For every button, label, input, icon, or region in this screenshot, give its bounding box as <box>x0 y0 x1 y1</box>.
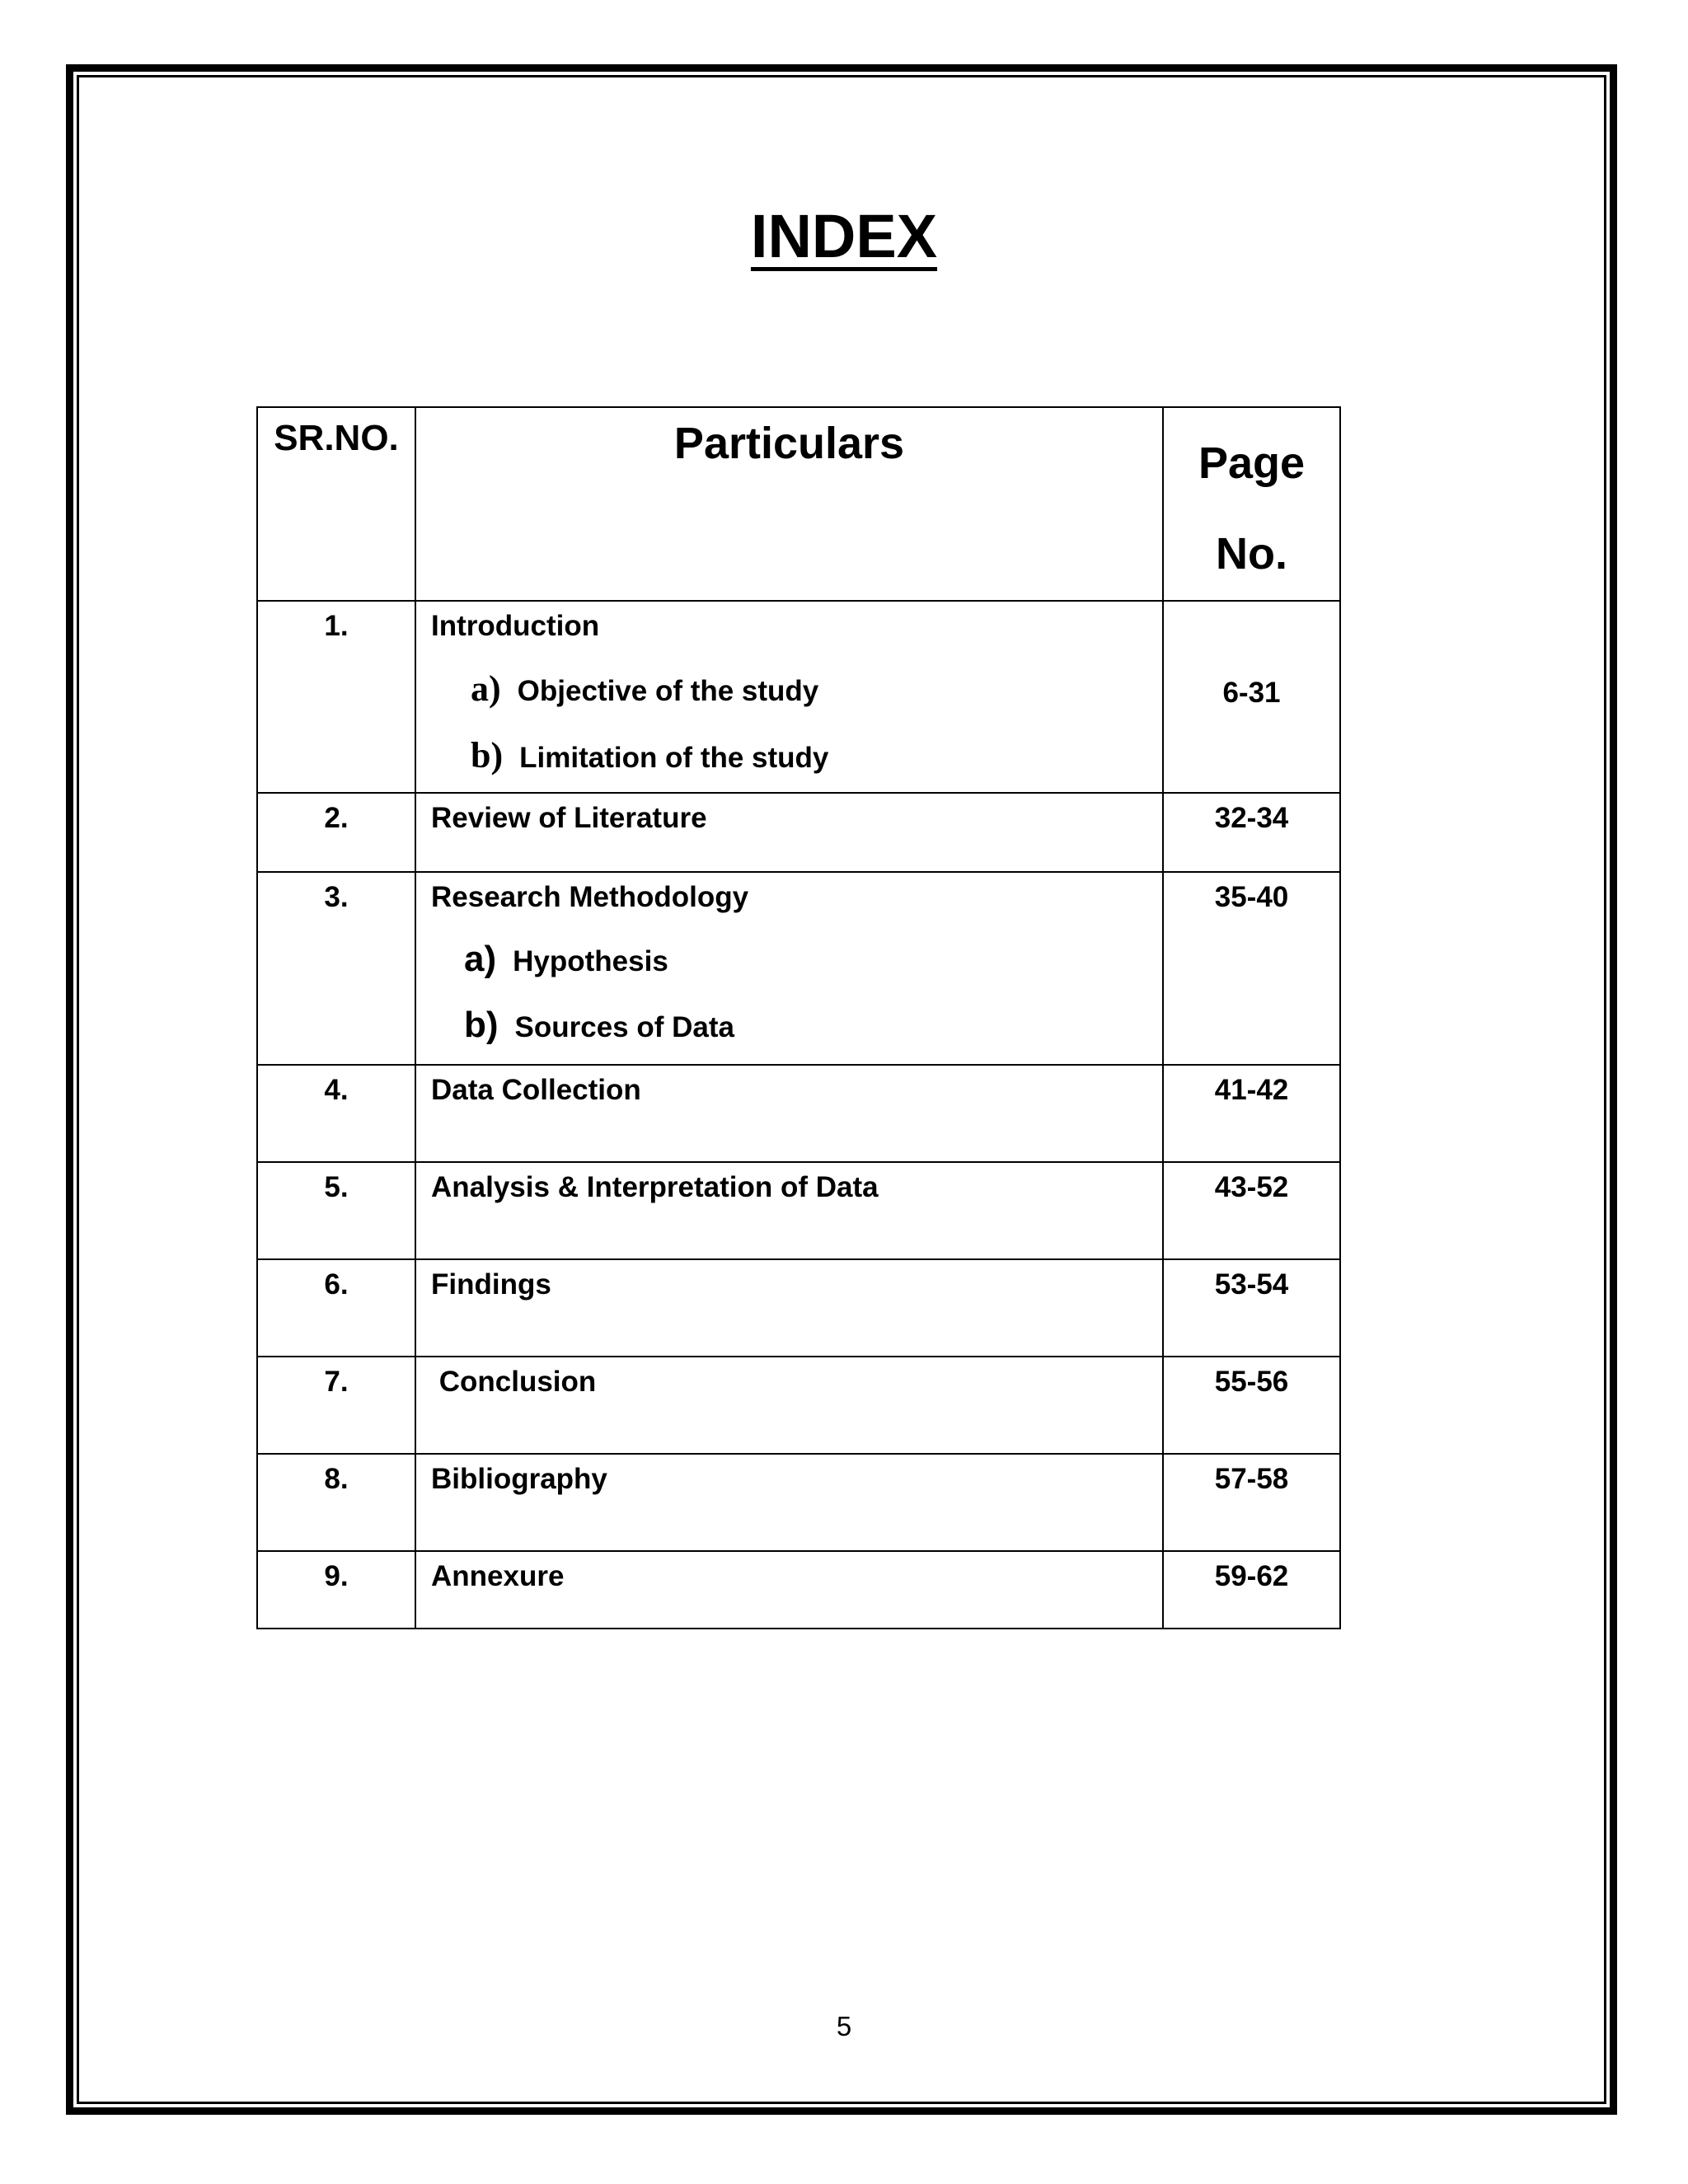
row-particulars: Conclusion <box>415 1357 1163 1454</box>
row-page-range: 43-52 <box>1163 1162 1340 1259</box>
subitem-marker: b) <box>471 735 504 776</box>
row-particulars: Review of Literature <box>415 793 1163 872</box>
row-page-range: 6-31 <box>1163 601 1340 793</box>
row-sr-no: 7. <box>257 1357 415 1454</box>
subitem-text: Hypothesis <box>513 945 668 977</box>
title-text: INDEX <box>750 202 938 270</box>
row-page-range: 35-40 <box>1163 872 1340 1065</box>
page-number: 5 <box>836 2011 852 2041</box>
row-page-range: 57-58 <box>1163 1454 1340 1551</box>
index-table <box>256 406 1341 1629</box>
table-row <box>257 1162 1340 1259</box>
row-sr-no: 6. <box>257 1259 415 1357</box>
subitem-text: Objective of the study <box>517 675 819 707</box>
header-particulars: Particulars <box>415 407 1163 601</box>
table-row <box>257 1357 1340 1454</box>
header-page-no <box>1163 407 1340 601</box>
row-sr-no: 8. <box>257 1454 415 1551</box>
header-sr-no: SR.NO. <box>257 407 415 601</box>
row-particulars <box>415 872 1163 1065</box>
row-sr-no: 2. <box>257 793 415 872</box>
table-row <box>257 1551 1340 1629</box>
row-page-range: 53-54 <box>1163 1259 1340 1357</box>
row-particulars: Analysis & Interpretation of Data <box>415 1162 1163 1259</box>
table-row <box>257 601 1340 793</box>
header-page-line2: No. <box>1216 529 1287 579</box>
row-particulars: Data Collection <box>415 1065 1163 1162</box>
row-particulars <box>415 601 1163 793</box>
table-row <box>257 1065 1340 1162</box>
table-row <box>257 1454 1340 1551</box>
table-header-row <box>257 407 1340 601</box>
row-page-range: 55-56 <box>1163 1357 1340 1454</box>
row-title: Research Methodology <box>431 881 749 913</box>
row-page-range: 41-42 <box>1163 1065 1340 1162</box>
subitem-text: Limitation of the study <box>519 742 829 774</box>
row-page-range: 59-62 <box>1163 1551 1340 1629</box>
subitem-marker: b) <box>464 1005 499 1045</box>
header-page-line1: Page <box>1198 438 1306 488</box>
row-sr-no: 5. <box>257 1162 415 1259</box>
row-page-range: 32-34 <box>1163 793 1340 872</box>
subitem <box>431 1005 1162 1046</box>
row-particulars: Annexure <box>415 1551 1163 1629</box>
table-row <box>257 793 1340 872</box>
row-title: Introduction <box>431 610 600 642</box>
subitem <box>431 668 1162 710</box>
subitem-text: Sources of Data <box>514 1011 734 1043</box>
table-row <box>257 872 1340 1065</box>
row-particulars: Findings <box>415 1259 1163 1357</box>
row-particulars: Bibliography <box>415 1454 1163 1551</box>
table-row <box>257 1259 1340 1357</box>
page-title <box>0 202 1688 270</box>
subitem-marker: a) <box>464 939 497 979</box>
subitem-marker: a) <box>471 668 501 709</box>
row-sr-no: 3. <box>257 872 415 1065</box>
row-sr-no: 9. <box>257 1551 415 1629</box>
subitem <box>431 939 1162 980</box>
row-sr-no: 4. <box>257 1065 415 1162</box>
subitem <box>431 734 1162 776</box>
row-sr-no: 1. <box>257 601 415 793</box>
